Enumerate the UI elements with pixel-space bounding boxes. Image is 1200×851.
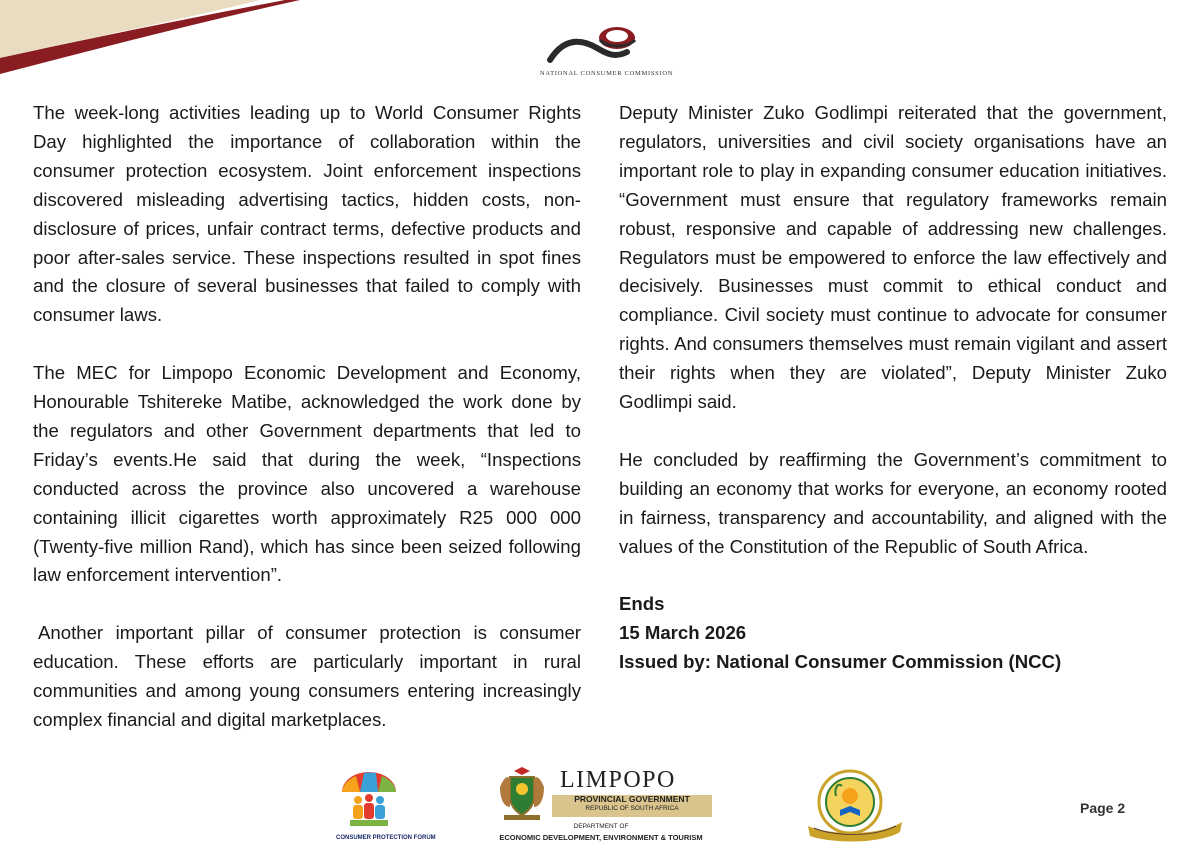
limpopo-title: LIMPOPO (560, 767, 676, 793)
consumer-protection-forum-logo (336, 768, 436, 848)
corner-swoosh-decoration (0, 0, 540, 80)
footer-logos (0, 760, 1200, 848)
cpf-logo-name: CONSUMER PROTECTION FORUM (336, 835, 436, 841)
coat-of-arms-icon (494, 767, 550, 821)
right-column (619, 99, 1167, 677)
ncc-logo (540, 18, 674, 80)
paragraph-activities: The week-long activities leading up to World Consumer Rights Day highlighted the importance of collaboration within the consumer protection ecosystem. Joint enforcement inspections discovered misleading advertising tactics, hidden costs, non-disclosure of prices, unfair contract terms, defective products and poor after-sales service. These inspections resulted in spot fines and the closure of several businesses that failed to comply with consumer laws. (33, 102, 581, 326)
university-of-limpopo-logo (806, 768, 904, 846)
limpopo-department-label: DEPARTMENT OF (573, 823, 629, 830)
paragraph-consumer-education: Another important pillar of consumer protection is consumer education. These efforts are particularly important in rural communities and among young consumers entering increasingly complex financial and digital marketplaces. (33, 622, 581, 730)
issued-by: Issued by: National Consumer Commission (NCC) (619, 651, 1062, 673)
paragraph-conclusion: He concluded by reaffirming the Government’s commitment to building an economy that works for everyone, an economy rooted in fairness, transparency and accountability, and aligned with the values of the Constitution of the Republic of South Africa. (619, 448, 1167, 557)
ends-label: Ends (619, 593, 665, 615)
paragraph-deputy-minister: Deputy Minister Zuko Godlimpi reiterated that the government, regulators, universities and civil society organisations have an important role to play in expanding consumer education initiatives. “Government must ensure that regulatory frameworks remain robust, responsive and capable of addressing new challenges. Regulators must be empowered to enforce the law effectively and decisively. Businesses must commit to ethical conduct and compliance. Civil society must continue to advocate for consumer rights. And consumers themselves must remain vigilant and assert their rights when they are violated”, Deputy Minister Zuko Godlimpi said. (619, 102, 1167, 413)
page-number: Page 2 (1080, 800, 1126, 816)
closing-block (619, 590, 1167, 677)
university-seal-icon (806, 768, 904, 846)
release-date: 15 March 2026 (619, 622, 747, 644)
limpopo-government-logo (490, 765, 712, 847)
ncc-logo-name: NATIONAL CONSUMER COMMISSION (540, 70, 674, 77)
ncc-emblem-icon (545, 18, 655, 68)
limpopo-provincial-government: PROVINCIAL GOVERNMENT (574, 794, 690, 804)
paragraph-mec-statement: The MEC for Limpopo Economic Development and Economy, Honourable Tshitereke Matibe, acknowledged the work done by the regulators and other Government departments that led to Friday’s events.He said that during the week, “Inspections conducted across the province also uncovered a warehouse containing illicit cigarettes worth approximately R25 000 000 (Twenty-five million Rand), which has since been seized following law enforcement intervention”. (33, 362, 581, 586)
umbrella-family-icon (336, 768, 402, 830)
limpopo-republic: REPUBLIC OF SOUTH AFRICA (585, 805, 679, 812)
limpopo-department-name: ECONOMIC DEVELOPMENT, ENVIRONMENT & TOURISM (499, 833, 703, 842)
left-column (33, 99, 581, 764)
